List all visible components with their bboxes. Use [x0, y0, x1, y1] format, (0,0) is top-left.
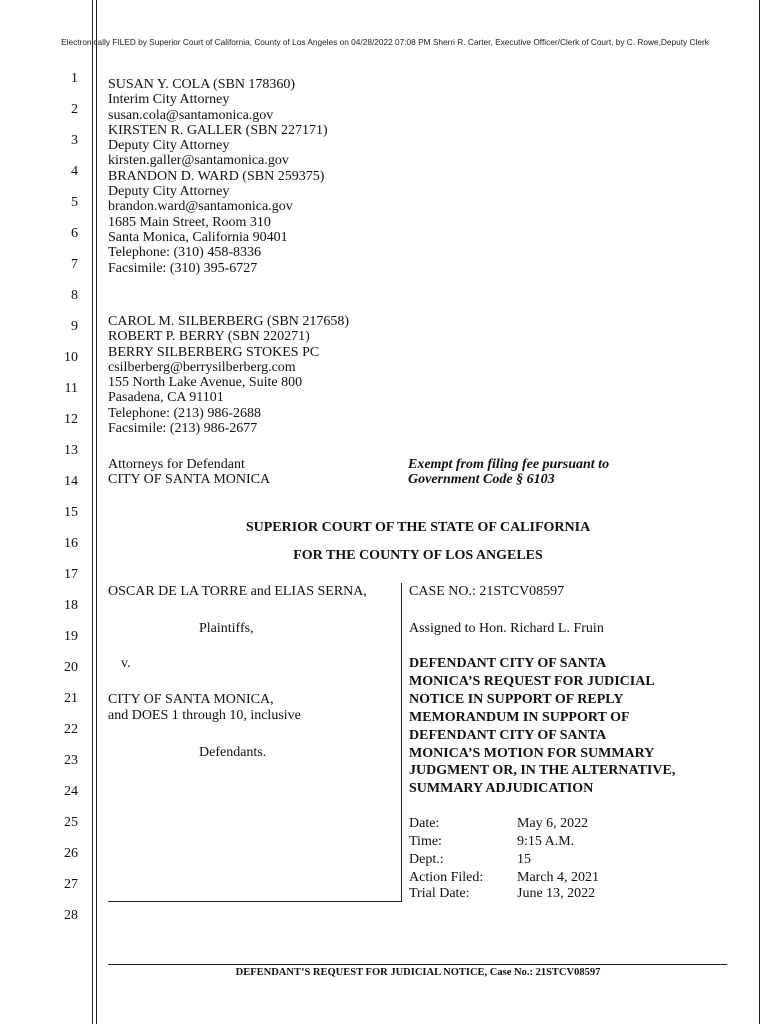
line-number: 19 — [64, 629, 78, 644]
attorney-line: Interim City Attorney — [108, 92, 230, 108]
line-number: 17 — [64, 567, 78, 582]
attorney-line: 1685 Main Street, Room 310 — [108, 214, 271, 230]
hearing-label: Action Filed: — [409, 870, 484, 885]
defendants-label: Defendants. — [199, 745, 267, 760]
counsel-line: 155 North Lake Avenue, Suite 800 — [108, 375, 303, 391]
fee-exempt-note — [408, 457, 609, 488]
line-number: 5 — [71, 195, 78, 210]
hearing-value: March 4, 2021 — [517, 870, 600, 885]
hearing-value: 15 — [517, 852, 531, 867]
line-number: 7 — [71, 257, 78, 272]
left-margin-rule-1 — [92, 0, 93, 1024]
defendant-name: CITY OF SANTA MONICA, — [108, 692, 274, 707]
case-number: CASE NO.: 21STCV08597 — [409, 584, 565, 599]
line-number: 23 — [64, 753, 78, 768]
line-number: 11 — [64, 381, 78, 396]
counsel-line: Pasadena, CA 91101 — [108, 390, 224, 406]
page-footer: DEFENDANT’S REQUEST FOR JUDICIAL NOTICE, Case No.: 21STCV08597 — [235, 967, 601, 978]
line-number: 2 — [71, 102, 78, 117]
line-number: 25 — [64, 815, 78, 830]
line-number: 27 — [64, 877, 78, 892]
attorney-email: kirsten.galler@santamonica.gov — [108, 153, 289, 169]
line-number: 24 — [64, 784, 78, 799]
fee-exempt-line: Government Code § 6103 — [408, 472, 555, 488]
attorney-line: KIRSTEN R. GALLER (SBN 227171) — [108, 122, 328, 138]
attorney-line: Telephone: (310) 458-8336 — [108, 245, 261, 261]
hearing-value: May 6, 2022 — [517, 816, 589, 831]
county-title: FOR THE COUNTY OF LOS ANGELES — [293, 548, 543, 563]
line-number: 28 — [64, 908, 78, 923]
footer-rule — [108, 964, 727, 965]
court-title: SUPERIOR COURT OF THE STATE OF CALIFORNIA — [245, 520, 591, 535]
hearing-label: Dept.: — [409, 852, 444, 867]
line-number: 26 — [64, 846, 78, 861]
counsel-line: BERRY SILBERBERG STOKES PC — [108, 344, 320, 360]
hearing-label: Date: — [409, 816, 440, 831]
line-number: 10 — [64, 350, 78, 365]
versus: v. — [121, 656, 131, 671]
document-title-line: SUMMARY ADJUDICATION — [409, 781, 594, 797]
attorney-email: brandon.ward@santamonica.gov — [108, 199, 293, 215]
attorneys-for — [108, 457, 270, 488]
line-number: 18 — [64, 598, 78, 613]
left-margin-rule-2 — [96, 0, 97, 1024]
hearing-value: 9:15 A.M. — [517, 834, 575, 849]
attorney-line: SUSAN Y. COLA (SBN 178360) — [108, 77, 296, 92]
hearing-label: Time: — [409, 834, 442, 849]
outside-counsel-block — [108, 314, 349, 436]
attorney-line: Santa Monica, California 90401 — [108, 229, 288, 245]
right-margin-rule — [759, 0, 760, 1024]
line-number: 20 — [64, 660, 78, 675]
document-title-line: JUDGMENT OR, IN THE ALTERNATIVE, — [409, 763, 676, 779]
counsel-line: ROBERT P. BERRY (SBN 220271) — [108, 329, 310, 345]
line-number: 4 — [71, 164, 78, 179]
plaintiffs-names: OSCAR DE LA TORRE and ELIAS SERNA, — [108, 584, 367, 599]
hearing-value: June 13, 2022 — [517, 886, 596, 901]
line-number: 6 — [71, 226, 78, 241]
line-number: 15 — [64, 505, 78, 520]
hearing-label: Trial Date: — [409, 886, 470, 901]
attorney-line: Facsimile: (310) 395-6727 — [108, 260, 258, 276]
line-number: 8 — [71, 288, 78, 303]
document-title-line: MONICA’S MOTION FOR SUMMARY — [409, 745, 655, 761]
counsel-email: csilberberg@berrysilberberg.com — [108, 359, 296, 375]
assigned-judge: Assigned to Hon. Richard L. Fruin — [409, 621, 604, 636]
line-number: 13 — [64, 443, 78, 458]
attorney-line: BRANDON D. WARD (SBN 259375) — [108, 168, 325, 184]
line-number: 21 — [64, 691, 78, 706]
line-number: 3 — [71, 133, 78, 148]
line-number: 1 — [71, 71, 78, 86]
caption-vertical-rule — [401, 583, 402, 901]
document-title-line: DEFENDANT CITY OF SANTA — [409, 656, 607, 671]
plaintiffs-label: Plaintiffs, — [199, 621, 254, 636]
attorneys-for-party: CITY OF SANTA MONICA — [108, 472, 271, 488]
counsel-line: Telephone: (213) 986-2688 — [108, 405, 261, 421]
filing-stamp: Electronically FILED by Superior Court of California, County of Los Angeles on 04/28/2022 07:08 PM Sherri R. Carter, Executive Officer/Clerk of Court, by C. Rowe,Deputy Clerk — [61, 37, 709, 47]
caption-bottom-rule — [108, 901, 402, 902]
line-number: 12 — [64, 412, 78, 427]
document-title — [409, 655, 675, 798]
line-number: 22 — [64, 722, 78, 737]
city-attorney-block — [108, 77, 328, 276]
counsel-line: Facsimile: (213) 986-2677 — [108, 421, 258, 437]
document-title-line: DEFENDANT CITY OF SANTA — [409, 727, 607, 743]
counsel-line: CAROL M. SILBERBERG (SBN 217658) — [108, 314, 350, 329]
line-number: 9 — [71, 319, 78, 334]
attorney-email: susan.cola@santamonica.gov — [108, 107, 274, 123]
line-number: 16 — [64, 536, 78, 551]
attorney-line: Deputy City Attorney — [108, 138, 230, 154]
defendant-does: and DOES 1 through 10, inclusive — [108, 708, 301, 723]
document-title-line: NOTICE IN SUPPORT OF REPLY — [409, 691, 624, 707]
document-title-line: MONICA’S REQUEST FOR JUDICIAL — [409, 673, 655, 689]
attorneys-for-line: Attorneys for Defendant — [108, 457, 245, 472]
document-title-line: MEMORANDUM IN SUPPORT OF — [409, 709, 630, 725]
line-number: 14 — [64, 474, 78, 489]
attorney-line: Deputy City Attorney — [108, 184, 230, 200]
fee-exempt-line: Exempt from filing fee pursuant to — [408, 457, 610, 472]
